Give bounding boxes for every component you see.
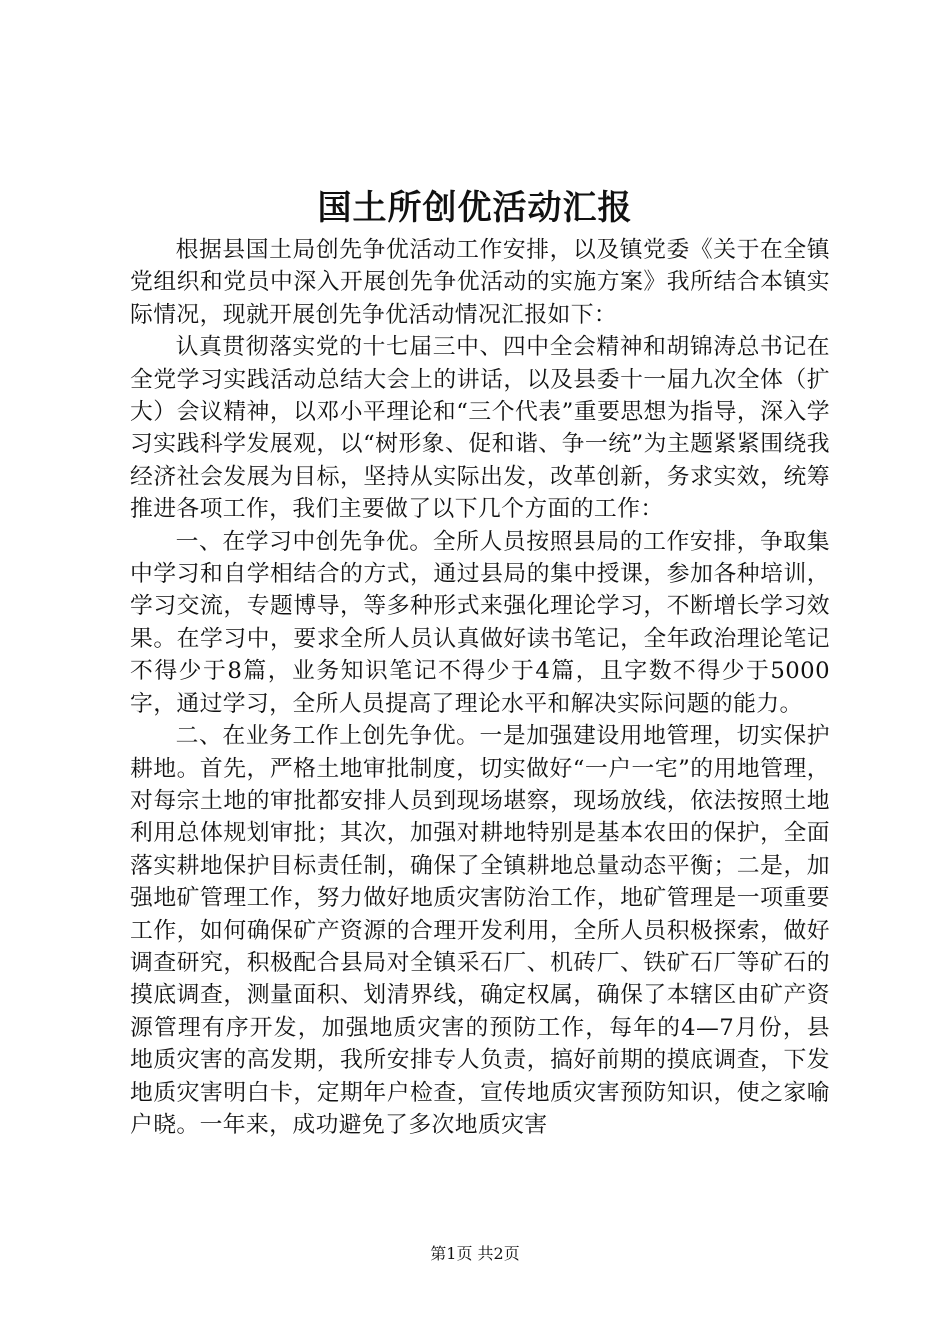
- paragraph-business-work: 二、在业务工作上创先争优。一是加强建设用地管理，切实保护耕地。首先，严格土地审批制度，切实做好“一户一宅”的用地管理，对每宗土地的审批都安排人员到现场堪察，现场放线，依法按照土地利用总体规划审批；其次，加强对耕地特别是基本农田的保护，全面落实耕地保护目标责任制，确保了全镇耕地总量动态平衡；二是，加强地矿管理工作，努力做好地质灾害防治工作，地矿管理是一项重要工作，如何确保矿产资源的合理开发利用，全所人员积极探索，做好调查研究，积极配合县局对全镇采石厂、机砖厂、铁矿石厂等矿石的摸底调查，测量面积、划清界线，确定权属，确保了本辖区由矿产资源管理有序开发，加强地质灾害的预防工作，每年的4—7月份，县地质灾害的高发期，我所安排专人负责，搞好前期的摸底调查，下发地质灾害明白卡，定期年户检查，宣传地质灾害预防知识，使之家喻户晓。一年来，成功避免了多次地质灾害: [130, 723, 830, 1138]
- document-title: 国土所创优活动汇报: [317, 188, 633, 228]
- paragraph-intro: 根据县国土局创先争优活动工作安排，以及镇党委《关于在全镇党组织和党员中深入开展创先争优活动的实施方案》我所结合本镇实际情况，现就开展创先争优活动情况汇报如下：: [130, 237, 830, 328]
- page-number-footer: 第1页 共2页: [430, 1244, 520, 1263]
- paragraph-guiding-principles: 认真贯彻落实党的十七届三中、四中全会精神和胡锦涛总书记在全党学习实践活动总结大会上的讲话，以及县委十一届九次全体（扩大）会议精神，以邓小平理论和“三个代表”重要思想为指导，深入学习实践科学发展观，以“树形象、促和谐、争一统”为主题紧紧围绕我经济社会发展为目标，坚持从实际出发，改革创新，务求实效，统筹推进各项工作，我们主要做了以下几个方面的工作：: [130, 334, 830, 523]
- paragraph-learning: 一、在学习中创先争优。全所人员按照县局的工作安排，争取集中学习和自学相结合的方式，通过县局的集中授课，参加各种培训，学习交流，专题博导，等多种形式来强化理论学习，不断增长学习效果。在学习中，要求全所人员认真做好读书笔记，全年政治理论笔记不得少于8篇，业务知识笔记不得少于4篇，且字数不得少于5000字，通过学习，全所人员提高了理论水平和解决实际问题的能力。: [130, 528, 830, 717]
- document-body: [130, 234, 830, 1141]
